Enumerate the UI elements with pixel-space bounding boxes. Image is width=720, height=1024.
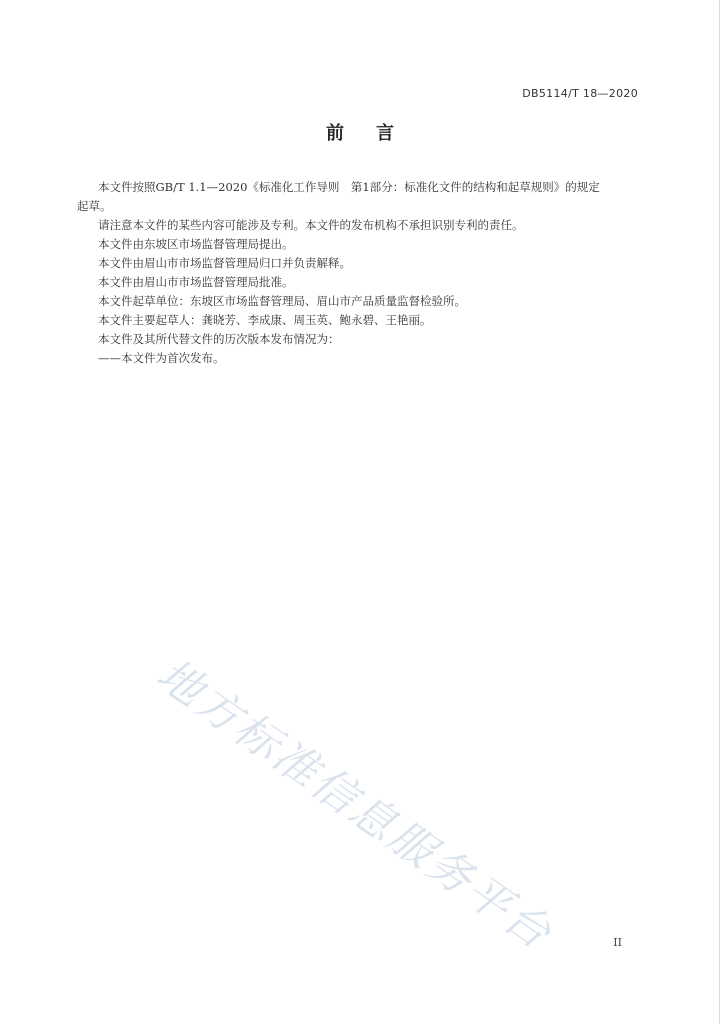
foreword-body xyxy=(77,178,643,368)
paragraph-version-history: 本文件及其所代替文件的历次版本发布情况为： xyxy=(98,332,340,346)
paragraph-patent-notice: 请注意本文件的某些内容可能涉及专利。本文件的发布机构不承担识别专利的责任。 xyxy=(98,218,524,232)
paragraph-responsible-unit: 本文件由眉山市市场监督管理局归口并负责解释。 xyxy=(98,256,351,270)
page-number: II xyxy=(613,936,622,949)
paragraph-drafting-basis: 本文件按照GB/T 1.1—2020《标准化工作导则 第1部分：标准化文件的结构和起草规则》的规定 xyxy=(98,180,600,194)
paragraph-first-release: ——本文件为首次发布。 xyxy=(98,351,225,365)
paragraph-drafting-basis-continued: 起草。 xyxy=(77,199,112,213)
paragraph-drafting-units: 本文件起草单位：东坡区市场监督管理局、眉山市产品质量监督检验所。 xyxy=(98,294,466,308)
paragraph-drafters: 本文件主要起草人：龚晓芳、李成康、周玉英、鲍永碧、王艳丽。 xyxy=(98,313,432,327)
document-code: DB5114/T 18—2020 xyxy=(522,87,638,100)
paragraph-approver: 本文件由眉山市市场监督管理局批准。 xyxy=(98,275,294,289)
watermark-text: 地方标准信息服务平台 xyxy=(147,649,562,961)
page-title: 前言 xyxy=(326,123,426,144)
paragraph-proposer: 本文件由东坡区市场监督管理局提出。 xyxy=(98,237,294,251)
